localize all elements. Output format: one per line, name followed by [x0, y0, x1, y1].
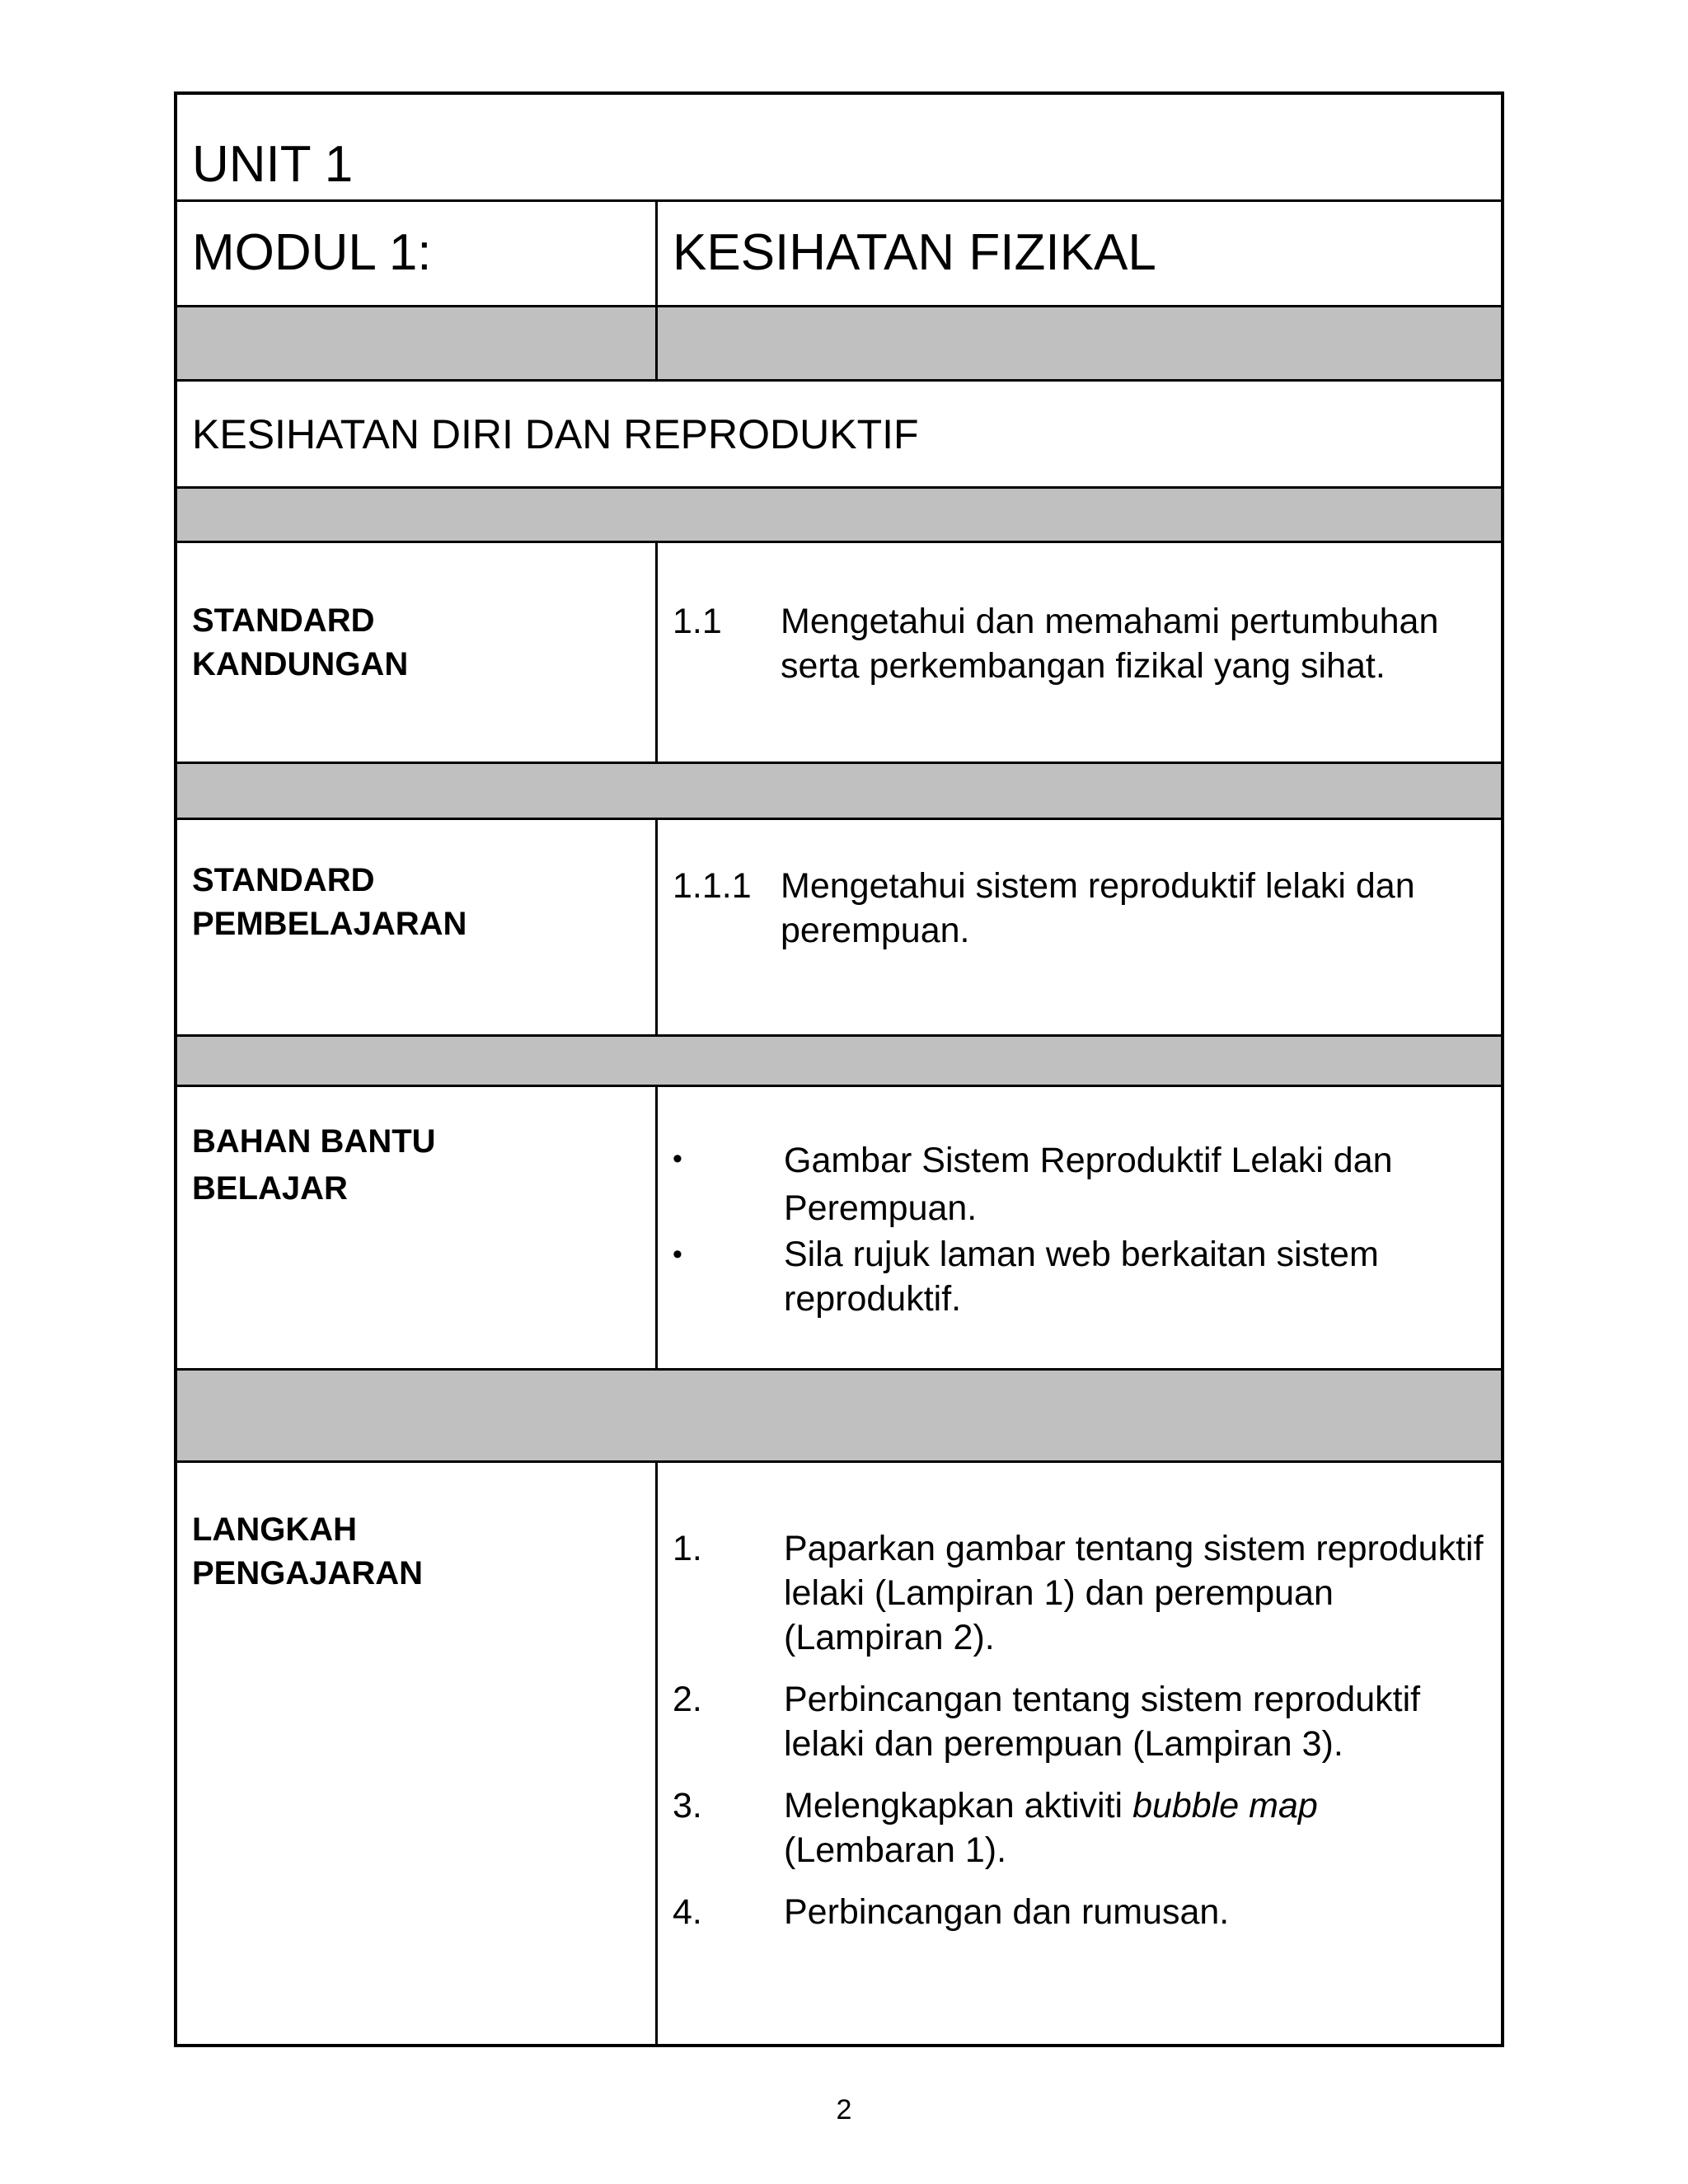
list-item	[673, 1677, 1486, 1766]
list-item	[673, 1526, 1486, 1660]
bullet-icon: •	[673, 1239, 682, 1270]
step-text: Perbincangan dan rumusan.	[784, 1892, 1230, 1932]
page-number: 2	[836, 2094, 852, 2125]
spacer-row	[177, 764, 1501, 820]
bahan-item-text: Sila rujuk laman web berkaitan sistem reproduktif.	[784, 1235, 1379, 1319]
standard-kandungan-number: 1.1	[673, 602, 722, 641]
list-item	[673, 1890, 1486, 1934]
step-text-italic: bubble map	[1132, 1786, 1318, 1825]
list-item	[673, 1232, 1486, 1321]
list-item	[673, 1137, 1486, 1232]
list-item	[673, 1783, 1486, 1872]
langkah-label-line2: PENGAJARAN	[192, 1555, 424, 1591]
step-text	[784, 1783, 1486, 1872]
module-label: MODUL 1:	[192, 224, 432, 282]
bahan-bantu-label-line1: BAHAN BANTU	[192, 1123, 436, 1160]
standard-kandungan-row	[177, 543, 1501, 764]
spacer-row	[177, 489, 1501, 543]
step-text: Paparkan gambar tentang sistem reproduktif lelaki (Lampiran 1) dan perempuan (Lampiran 2).	[784, 1529, 1484, 1657]
standard-kandungan-label-line2: KANDUNGAN	[192, 646, 409, 682]
spacer-row	[177, 307, 1501, 382]
step-number: 3.	[673, 1786, 702, 1825]
module-row	[177, 202, 1501, 307]
step-number: 2.	[673, 1680, 702, 1719]
step-text-after: (Lembaran 1).	[784, 1830, 1007, 1870]
standard-pembelajaran-text: Mengetahui sistem reproduktif lelaki dan perempuan.	[781, 866, 1415, 950]
standard-pembelajaran-label-line2: PEMBELAJARAN	[192, 906, 467, 942]
standard-kandungan-label-line1: STANDARD	[192, 602, 375, 639]
unit-title: UNIT 1	[192, 135, 354, 193]
step-number: 1.	[673, 1529, 702, 1568]
step-number: 4.	[673, 1892, 702, 1932]
standard-pembelajaran-number: 1.1.1	[673, 866, 752, 906]
bullet-icon: •	[673, 1143, 682, 1174]
bahan-bantu-belajar-row	[177, 1087, 1501, 1371]
langkah-label-line1: LANGKAH	[192, 1511, 357, 1548]
standard-pembelajaran-row	[177, 820, 1501, 1037]
topic-row	[177, 382, 1501, 489]
standard-kandungan-text: Mengetahui dan memahami pertumbuhan serta perkembangan fizikal yang sihat.	[781, 602, 1439, 686]
langkah-pengajaran-row	[177, 1463, 1501, 2044]
lesson-plan-table	[174, 91, 1504, 2047]
step-text-before: Melengkapkan aktiviti	[784, 1786, 1133, 1825]
bahan-item-text: Gambar Sistem Reproduktif Lelaki dan Perempuan.	[784, 1141, 1393, 1228]
unit-row	[177, 95, 1501, 202]
spacer-row	[177, 1037, 1501, 1087]
step-text: Perbincangan tentang sistem reproduktif lelaki dan perempuan (Lampiran 3).	[784, 1680, 1421, 1764]
module-title: KESIHATAN FIZIKAL	[673, 224, 1156, 282]
standard-pembelajaran-label-line1: STANDARD	[192, 862, 375, 898]
spacer-row	[177, 1371, 1501, 1463]
bahan-bantu-label-line2: BELAJAR	[192, 1170, 348, 1207]
topic-title: KESIHATAN DIRI DAN REPRODUKTIF	[192, 410, 919, 457]
